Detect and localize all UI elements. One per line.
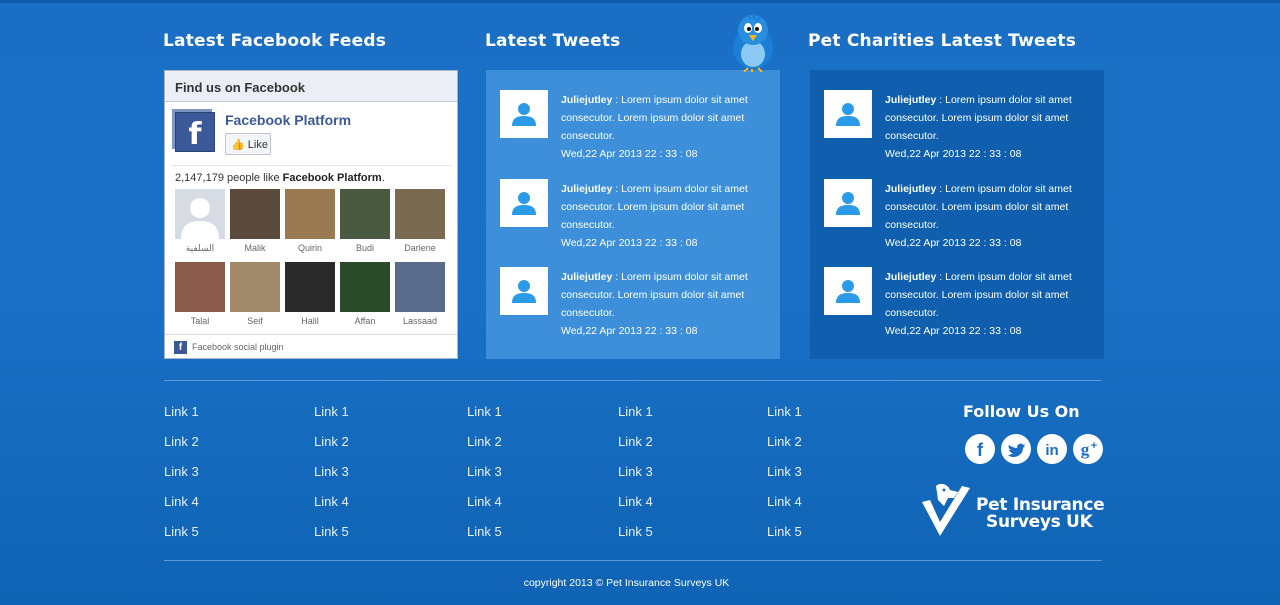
- facebook-fan-face[interactable]: [230, 262, 280, 335]
- footer-link[interactable]: Link 4: [314, 494, 349, 509]
- follow-us-title: Follow Us On: [963, 402, 1080, 421]
- user-avatar-icon[interactable]: [824, 179, 872, 227]
- tweet-text: [561, 268, 766, 340]
- tweet-user[interactable]: Juliejutley: [885, 271, 937, 283]
- footer-link[interactable]: Link 1: [618, 404, 653, 419]
- footer-link-column: [618, 404, 653, 554]
- footer-link[interactable]: Link 1: [467, 404, 502, 419]
- tweet-body: : Lorem ipsum dolor sit amet consecutor. Lorem ipsum dolor sit amet consecutor.: [561, 94, 748, 142]
- charity-tweets-title: Pet Charities Latest Tweets: [808, 31, 1077, 51]
- tweet-text: [561, 180, 766, 252]
- fan-avatar: [230, 189, 280, 239]
- facebook-mini-icon: f: [174, 341, 187, 354]
- fan-name: Lassaad: [402, 316, 438, 326]
- tweet-text: [885, 268, 1090, 340]
- facebook-footer-label: Facebook social plugin: [192, 341, 284, 352]
- fan-avatar: [285, 189, 335, 239]
- facebook-social-plugin-footer[interactable]: [165, 334, 457, 358]
- footer-link[interactable]: Link 4: [618, 494, 653, 509]
- fan-avatar: [340, 189, 390, 239]
- top-border: [0, 0, 1280, 3]
- facebook-fan-face[interactable]: [395, 189, 445, 262]
- facebook-logo-icon[interactable]: f: [175, 112, 215, 152]
- facebook-like-box: [164, 70, 458, 359]
- footer-link[interactable]: Link 5: [467, 524, 502, 539]
- facebook-page-name[interactable]: Facebook Platform: [225, 112, 352, 128]
- tweet-user[interactable]: Juliejutley: [561, 94, 613, 106]
- user-avatar-icon[interactable]: [824, 267, 872, 315]
- facebook-fan-face[interactable]: [395, 262, 445, 335]
- user-avatar-icon[interactable]: [500, 179, 548, 227]
- footer-link-column: [164, 404, 199, 554]
- logo-line-1: Pet Insurance: [976, 495, 1105, 515]
- like-count-text: 2,147,179 people like: [175, 172, 283, 184]
- tweet-item: [500, 267, 770, 347]
- facebook-fan-face[interactable]: [230, 189, 280, 262]
- tweet-date: Wed,22 Apr 2013 22 : 33 : 08: [561, 148, 698, 160]
- footer-link-column: [314, 404, 349, 554]
- footer-link[interactable]: Link 3: [467, 464, 502, 479]
- tweet-text: [885, 91, 1090, 163]
- tweet-body: : Lorem ipsum dolor sit amet consecutor. Lorem ipsum dolor sit amet consecutor.: [885, 182, 1072, 231]
- fan-avatar: [395, 262, 445, 312]
- tweet-item: [824, 267, 1094, 347]
- footer-link[interactable]: Link 2: [467, 434, 502, 449]
- footer-divider-bottom: [164, 560, 1102, 561]
- fan-avatar: [395, 189, 445, 239]
- fan-name: Quirin: [297, 243, 322, 253]
- facebook-faces-grid: [165, 189, 457, 335]
- facebook-page-info: [171, 102, 451, 166]
- twitter-icon[interactable]: [1001, 434, 1031, 464]
- footer-link-column: [767, 404, 802, 554]
- footer-link-column: [467, 404, 502, 554]
- fan-avatar: [340, 262, 390, 312]
- footer-link[interactable]: Link 5: [164, 524, 199, 539]
- tweet-user[interactable]: Juliejutley: [885, 94, 937, 106]
- tweet-date: Wed,22 Apr 2013 22 : 33 : 08: [561, 325, 698, 337]
- footer-link[interactable]: Link 5: [618, 524, 653, 539]
- tweet-text: [885, 180, 1090, 252]
- facebook-fan-face[interactable]: [285, 262, 335, 335]
- fan-name: Seif: [247, 316, 263, 326]
- facebook-feeds-title: Latest Facebook Feeds: [163, 31, 387, 51]
- footer-link[interactable]: Link 5: [767, 524, 802, 539]
- footer-link[interactable]: Link 1: [314, 404, 349, 419]
- footer-link[interactable]: Link 2: [767, 434, 802, 449]
- pet-insurance-surveys-logo[interactable]: [918, 480, 1108, 540]
- fan-name: Talal: [190, 316, 210, 326]
- footer-link[interactable]: Link 3: [767, 464, 802, 479]
- fan-name: Affan: [354, 316, 376, 326]
- tweet-item: [824, 179, 1094, 259]
- user-avatar-icon[interactable]: [500, 90, 548, 138]
- tweet-date: Wed,22 Apr 2013 22 : 33 : 08: [885, 325, 1022, 337]
- tweet-date: Wed,22 Apr 2013 22 : 33 : 08: [885, 148, 1022, 160]
- footer-link[interactable]: Link 4: [767, 494, 802, 509]
- tweet-user[interactable]: Juliejutley: [561, 182, 613, 195]
- fan-name: Halil: [301, 316, 319, 326]
- tweet-date: Wed,22 Apr 2013 22 : 33 : 08: [885, 236, 1022, 249]
- facebook-fan-face[interactable]: [175, 262, 225, 335]
- footer-link[interactable]: Link 4: [164, 494, 199, 509]
- footer-divider-top: [164, 380, 1102, 381]
- facebook-like-count: [165, 166, 457, 189]
- fan-name: Malik: [244, 243, 266, 253]
- tweet-body: : Lorem ipsum dolor sit amet consecutor. Lorem ipsum dolor sit amet consecutor.: [561, 182, 748, 231]
- tweet-date: Wed,22 Apr 2013 22 : 33 : 08: [561, 236, 698, 249]
- svg-text:f: f: [977, 440, 983, 460]
- like-count-page[interactable]: Facebook Platform: [282, 172, 382, 184]
- facebook-fan-face[interactable]: [285, 189, 335, 262]
- footer-link[interactable]: Link 2: [164, 434, 199, 449]
- fan-avatar: [175, 262, 225, 312]
- latest-tweets-panel: [486, 70, 780, 359]
- footer-link[interactable]: Link 4: [467, 494, 502, 509]
- copyright-text: copyright 2013 © Pet Insurance Surveys UK: [523, 577, 730, 589]
- facebook-box-header: Find us on Facebook: [165, 71, 457, 102]
- tweet-body: : Lorem ipsum dolor sit amet consecutor. Lorem ipsum dolor sit amet consecutor.: [885, 271, 1072, 319]
- footer-link[interactable]: Link 2: [314, 434, 349, 449]
- latest-tweets-title: Latest Tweets: [485, 31, 621, 51]
- tweet-item: [824, 90, 1094, 170]
- facebook-fan-face[interactable]: [340, 262, 390, 335]
- facebook-fan-face[interactable]: [175, 189, 225, 262]
- fan-avatar: [175, 189, 225, 239]
- thumbs-up-icon: 👍: [231, 139, 245, 151]
- svg-text:g: g: [1080, 440, 1090, 459]
- charity-tweets-panel: [810, 70, 1104, 359]
- footer-link[interactable]: Link 2: [618, 434, 653, 449]
- svg-text:in: in: [1045, 442, 1059, 459]
- svg-text:+: +: [1090, 440, 1098, 452]
- tweet-body: : Lorem ipsum dolor sit amet consecutor. Lorem ipsum dolor sit amet consecutor.: [561, 271, 748, 319]
- logo-line-2: Surveys UK: [986, 512, 1093, 532]
- footer-link[interactable]: Link 1: [767, 404, 802, 419]
- footer-link[interactable]: Link 3: [314, 464, 349, 479]
- facebook-icon[interactable]: [965, 434, 995, 464]
- footer-link[interactable]: Link 1: [164, 404, 199, 419]
- tweet-body: : Lorem ipsum dolor sit amet consecutor. Lorem ipsum dolor sit amet consecutor.: [885, 94, 1072, 142]
- tweet-user[interactable]: Juliejutley: [561, 271, 613, 283]
- fan-name: السلفية: [185, 243, 215, 253]
- footer-link[interactable]: Link 5: [314, 524, 349, 539]
- dog-check-logo-icon: [918, 480, 978, 540]
- footer-link[interactable]: Link 3: [618, 464, 653, 479]
- user-avatar-icon[interactable]: [824, 90, 872, 138]
- tweet-item: [500, 90, 770, 170]
- user-avatar-icon[interactable]: [500, 267, 548, 315]
- footer-link[interactable]: Link 3: [164, 464, 199, 479]
- facebook-like-button[interactable]: [225, 133, 271, 155]
- tweet-user[interactable]: Juliejutley: [885, 182, 937, 195]
- tweet-item: [500, 179, 770, 259]
- like-label: Like: [247, 139, 268, 151]
- linkedin-icon[interactable]: [1037, 434, 1067, 464]
- tweet-text: [561, 91, 766, 163]
- facebook-fan-face[interactable]: [340, 189, 390, 262]
- twitter-bird-icon: [728, 8, 778, 72]
- fan-avatar: [285, 262, 335, 312]
- google-plus-icon[interactable]: [1073, 434, 1103, 464]
- fan-name: Darlene: [404, 243, 436, 253]
- like-count-end: .: [381, 172, 385, 184]
- fan-name: Budi: [355, 243, 374, 253]
- fan-avatar: [230, 262, 280, 312]
